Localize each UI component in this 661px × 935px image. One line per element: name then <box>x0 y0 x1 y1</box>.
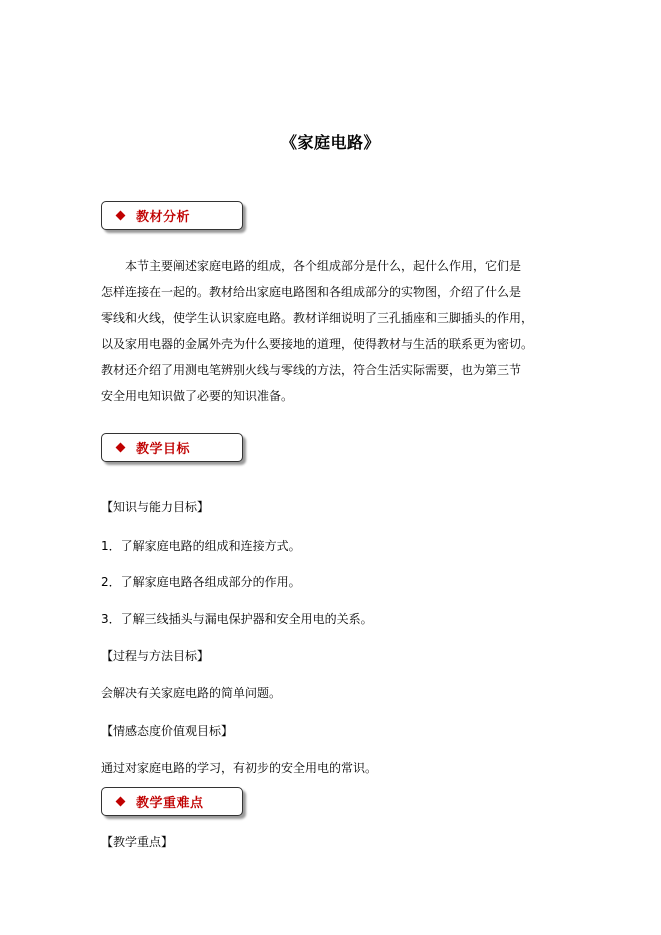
analysis-line: 安全用电知识做了必要的知识准备。 <box>101 389 294 403</box>
section-header-goals <box>101 433 243 462</box>
section-label-goals: 教学目标 <box>136 442 191 457</box>
analysis-line: 零线和火线，使学生认识家庭电路。教材详细说明了三孔插座和三脚插头的作用， <box>101 311 534 325</box>
section-label-analysis: 教材分析 <box>136 210 191 225</box>
knowledge-item: 3．了解三线插头与漏电保护器和安全用电的关系。 <box>101 612 373 626</box>
section-header-keypoints <box>101 787 243 816</box>
knowledge-item: 2．了解家庭电路各组成部分的作用。 <box>101 575 301 589</box>
diamond-bullet-icon <box>116 211 126 221</box>
analysis-line: 怎样连接在一起的。教材给出家庭电路图和各组成部分的实物图，介绍了什么是 <box>101 285 522 299</box>
process-text: 会解决有关家庭电路的简单问题。 <box>101 686 282 700</box>
page-title: 《家庭电路》 <box>280 133 380 152</box>
section-header-analysis <box>101 201 243 230</box>
analysis-line: 教材还介绍了用测电笔辨别火线与零线的方法，符合生活实际需要，也为第三节 <box>101 363 522 377</box>
diamond-bullet-icon <box>116 797 126 807</box>
process-heading: 【过程与方法目标】 <box>101 649 210 663</box>
emotion-heading: 【情感态度价值观目标】 <box>101 724 234 738</box>
analysis-line: 本节主要阐述家庭电路的组成，各个组成部分是什么，起什么作用，它们是 <box>101 259 522 273</box>
section-label-keypoints: 教学重难点 <box>136 796 204 811</box>
focus-heading: 【教学重点】 <box>101 835 174 849</box>
diamond-bullet-icon <box>116 443 126 453</box>
emotion-text: 通过对家庭电路的学习，有初步的安全用电的常识。 <box>101 761 378 775</box>
analysis-line: 以及家用电器的金属外壳为什么要接地的道理，使得教材与生活的联系更为密切。 <box>101 337 534 351</box>
knowledge-item: 1．了解家庭电路的组成和连接方式。 <box>101 539 301 553</box>
knowledge-heading: 【知识与能力目标】 <box>101 500 210 514</box>
analysis-paragraph <box>101 253 571 409</box>
